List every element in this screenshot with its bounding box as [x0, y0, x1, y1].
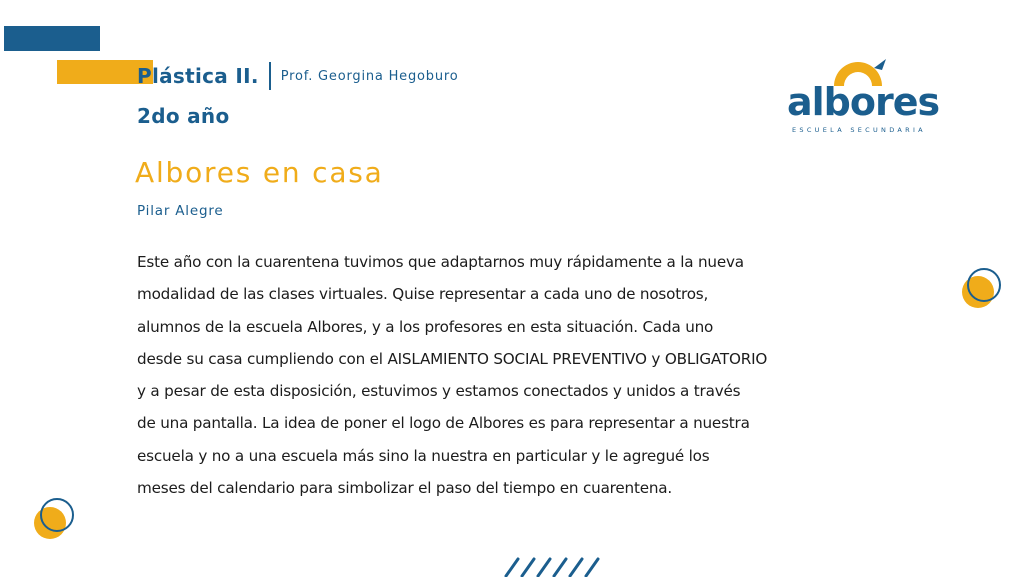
body-line: alumnos de la escuela Albores, y a los profesores en esta situación. Cada uno	[137, 317, 714, 336]
body-line: modalidad de las clases virtuales. Quise representar a cada uno de nosotros,	[137, 285, 709, 304]
logo-subtitle: ESCUELA SECUNDARIA	[792, 126, 926, 134]
body-paragraph	[137, 246, 797, 504]
decorative-stripes	[500, 555, 610, 577]
body-line: de una pantalla. La idea de poner el logo de Albores es para representar a nuestra	[137, 414, 750, 433]
teacher-name: Prof. Georgina Hegoburo	[280, 68, 459, 84]
course-header	[137, 62, 458, 90]
course-year: 2do año	[137, 104, 230, 128]
body-line: meses del calendario para simbolizar el paso del tiempo en cuarentena.	[137, 479, 673, 498]
body-line: escuela y no a una escuela más sino la nuestra en particular y le agregué los	[137, 446, 710, 465]
author-name: Pilar Alegre	[137, 203, 224, 219]
body-line: Este año con la cuarentena tuvimos que adaptarnos muy rápidamente a la nueva	[137, 253, 744, 271]
decorative-circles-right	[956, 265, 1006, 315]
body-line: y a pesar de esta disposición, estuvimos y estamos conectados y unidos a través	[137, 382, 741, 401]
course-title: Plástica II.	[137, 64, 259, 88]
decorative-circles-left	[30, 495, 80, 545]
header-divider	[269, 62, 271, 90]
section-title: Albores en casa	[135, 156, 384, 189]
body-line: desde su casa cumpliendo con el AISLAMIENTO SOCIAL PREVENTIVO y OBLIGATORIO	[137, 349, 768, 368]
decorative-blue-bar	[4, 26, 100, 51]
logo-wordmark: albores	[787, 80, 940, 124]
